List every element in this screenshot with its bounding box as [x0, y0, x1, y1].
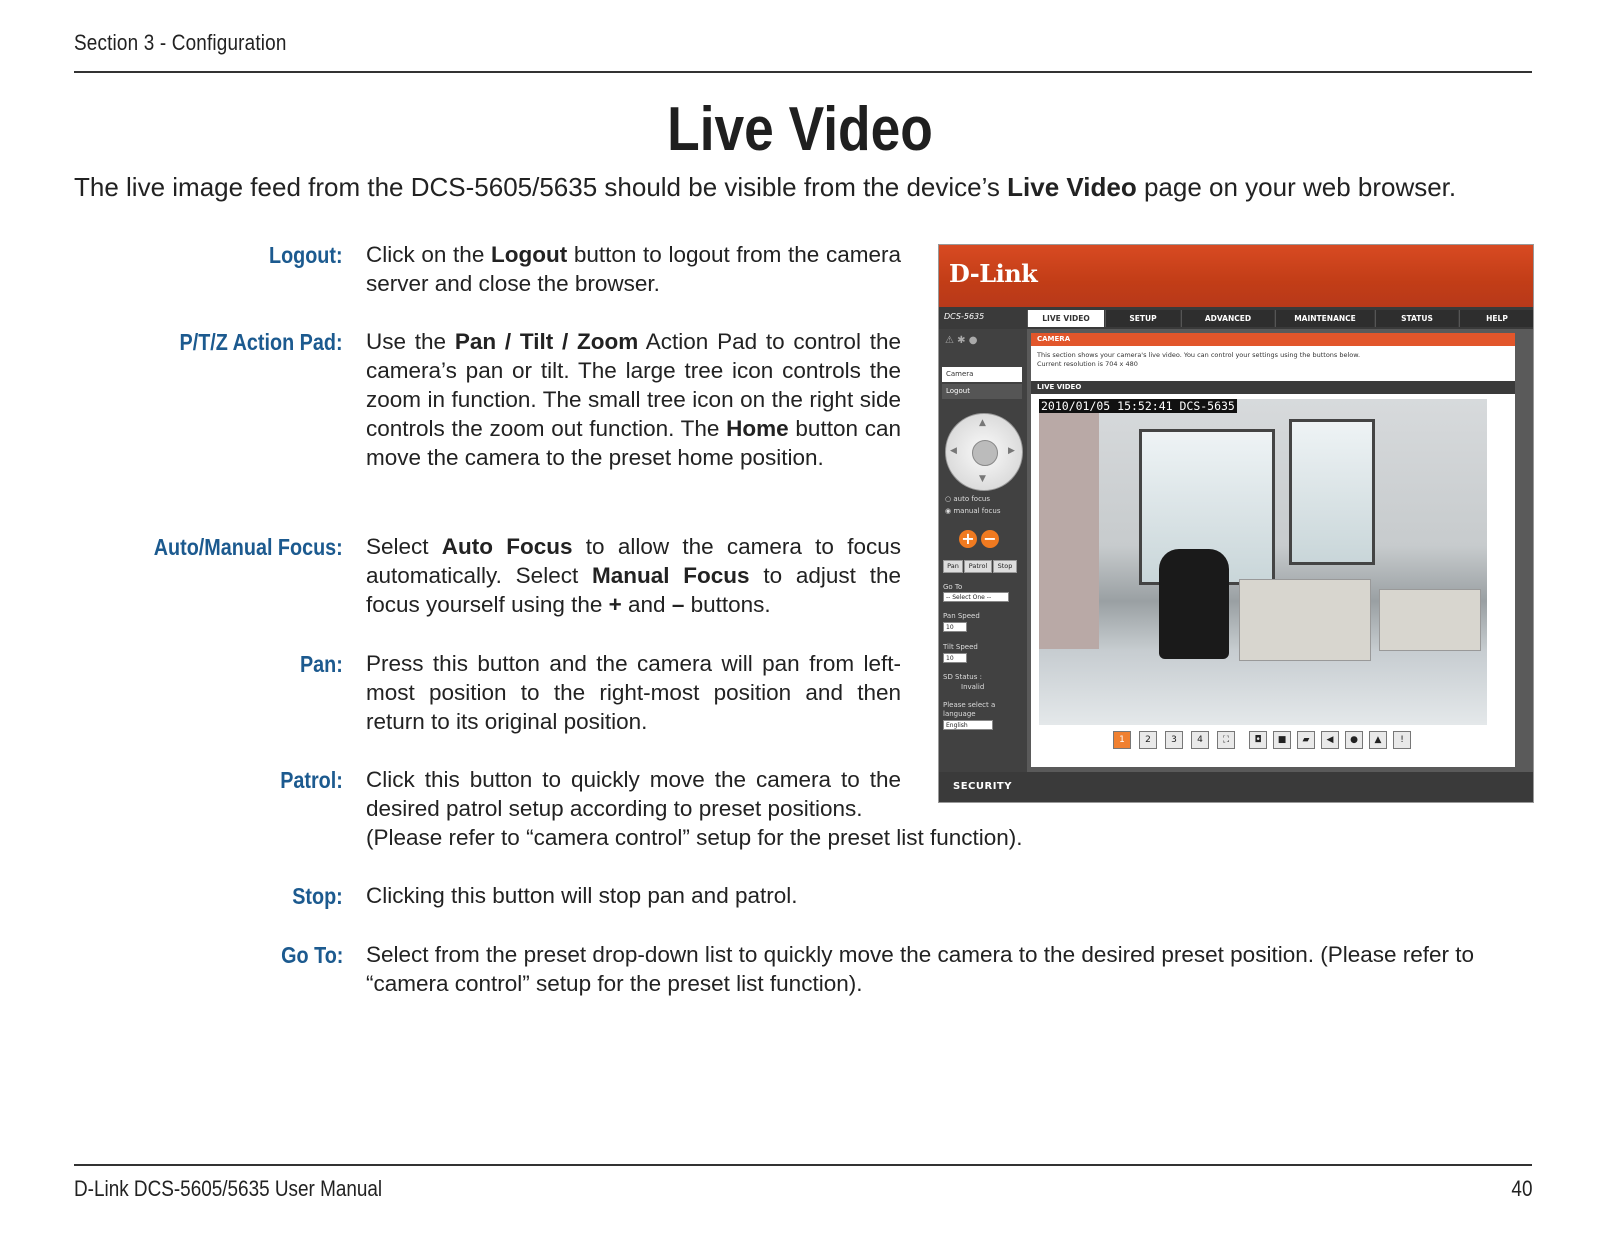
goto-text: Go To: [943, 583, 963, 591]
view-1-icon[interactable]: 1: [1113, 731, 1131, 749]
live-video-heading: LIVE VIDEO: [1031, 381, 1515, 394]
tab-maintenance[interactable]: MAINTENANCE: [1275, 310, 1374, 327]
footer-manual-title: D-Link DCS-5605/5635 User Manual: [74, 1176, 383, 1201]
patrol-button[interactable]: Patrol: [964, 560, 992, 573]
logout-description: Click on the Logout button to logout from the camera server and close the browser.: [366, 242, 901, 296]
alarm-icon[interactable]: ▲: [1369, 731, 1387, 749]
language-label-1: Please select a: [943, 701, 996, 709]
language-select[interactable]: English: [943, 720, 993, 730]
stop-button[interactable]: Stop: [993, 560, 1017, 573]
pan-speed-text: Pan Speed: [943, 612, 980, 620]
security-footer: SECURITY: [939, 772, 1533, 802]
partition-wall: [1039, 399, 1099, 649]
stop-label: Stop:: [292, 883, 343, 909]
pan-label: Pan:: [300, 651, 343, 677]
ptz-description: Use the Pan / Tilt / Zoom Action Pad to control the camera’s pan or tilt. The large tree icon controls the zoom in function. The small tree icon on the right side controls the zoom out function. The Home button can move the camera to the preset home position.: [366, 329, 901, 470]
home-button[interactable]: [972, 440, 998, 466]
auto-focus-radio[interactable]: ○ auto focus: [945, 495, 991, 503]
pan-description: Press this button and the camera will pan from left-most position to the right-most position and then return to its original position.: [366, 651, 901, 734]
tab-advanced[interactable]: ADVANCED: [1181, 310, 1274, 327]
arrow-up-icon[interactable]: ▲: [979, 418, 986, 428]
ptz-action-pad[interactable]: [945, 413, 1023, 491]
camera-heading: CAMERA: [1031, 333, 1515, 346]
office-chair: [1159, 549, 1229, 659]
microphone-icon[interactable]: ●: [1345, 731, 1363, 749]
view-3-icon[interactable]: 3: [1165, 731, 1183, 749]
patrol-label: Patrol:: [280, 767, 343, 793]
view-4-icon[interactable]: 4: [1191, 731, 1209, 749]
alarm-rec-icons: ⚠ ✱ ●: [945, 335, 978, 346]
focus-plus-button[interactable]: +: [959, 530, 977, 548]
goto-label: Go To:: [280, 942, 343, 968]
intro-paragraph: The live image feed from the DCS-5605/5635 should be visible from the device’s Live Video page on your web browser.: [74, 172, 1457, 202]
tab-help[interactable]: HELP: [1459, 310, 1534, 327]
output-icon[interactable]: !: [1393, 731, 1411, 749]
dlink-banner: [939, 245, 1533, 307]
goto-select[interactable]: -- Select One --: [943, 592, 1009, 602]
header-rule: [74, 71, 1532, 73]
main-panel: [1031, 333, 1515, 767]
goto-description: Select from the preset drop-down list to quickly move the camera to the desired preset position. (Please refer to “camera control” setup for the preset list function).: [366, 942, 1475, 996]
dlink-logo: D-Link: [949, 259, 1038, 288]
tab-setup[interactable]: SETUP: [1105, 310, 1180, 327]
office-window-2: [1289, 419, 1375, 565]
sd-status-label: SD Status :: [943, 673, 982, 681]
video-timestamp: 2010/01/05 15:52:41 DCS-5635: [1041, 399, 1235, 413]
pan-button[interactable]: Pan: [943, 560, 963, 573]
video-feed: [1039, 399, 1487, 725]
speaker-icon[interactable]: ◀: [1321, 731, 1339, 749]
ptz-label: P/T/Z Action Pad:: [179, 329, 343, 355]
sidebar-item-camera[interactable]: Camera: [942, 367, 1022, 382]
tab-live-video[interactable]: LIVE VIDEO: [1027, 310, 1104, 327]
view-2-icon[interactable]: 2: [1139, 731, 1157, 749]
logout-label: Logout:: [269, 242, 343, 268]
arrow-down-icon[interactable]: ▼: [979, 474, 986, 484]
model-label: DCS-5635: [944, 312, 985, 321]
patrol-description: Click this button to quickly move the camera to the desired patrol setup according to preset positions.: [366, 767, 901, 821]
filing-cabinet: [1239, 579, 1371, 661]
tab-status[interactable]: STATUS: [1375, 310, 1458, 327]
fullscreen-icon[interactable]: ⛶: [1217, 731, 1235, 749]
tilt-speed-text: Tilt Speed: [943, 643, 978, 651]
section-header: Section 3 - Configuration: [74, 30, 287, 55]
page-title: Live Video: [667, 95, 933, 164]
sidebar-item-logout[interactable]: Logout: [942, 384, 1022, 399]
manual-focus-radio[interactable]: ◉ manual focus: [945, 507, 1001, 515]
page-number: 40: [1510, 1176, 1532, 1201]
tilt-speed-select[interactable]: 10: [943, 653, 967, 663]
focus-minus-button[interactable]: −: [981, 530, 999, 548]
pan-speed-select[interactable]: 10: [943, 622, 967, 632]
focus-label: Auto/Manual Focus:: [153, 534, 343, 560]
record-icon[interactable]: ■: [1273, 731, 1291, 749]
arrow-right-icon[interactable]: ▶: [1008, 446, 1015, 456]
arrow-left-icon[interactable]: ◀: [950, 446, 957, 456]
snapshot-icon[interactable]: ◘: [1249, 731, 1267, 749]
live-video-screenshot: [938, 244, 1534, 803]
top-nav: [939, 307, 1533, 329]
language-label-2: language: [943, 710, 976, 718]
stop-description: Clicking this button will stop pan and patrol.: [366, 883, 798, 908]
folder-icon[interactable]: ▰: [1297, 731, 1315, 749]
sd-status-value: Invalid: [961, 683, 985, 691]
footer-rule: [74, 1164, 1532, 1166]
desk: [1379, 589, 1481, 651]
patrol-note: (Please refer to “camera control” setup for the preset list function).: [366, 825, 1023, 850]
focus-description: Select Auto Focus to allow the camera to focus automatically. Select Manual Focus to adjust the focus yourself using the + and – buttons.: [366, 534, 901, 617]
camera-info: This section shows your camera's live video. You can control your settings using the buttons below. Current resolution is 704 x 480: [1037, 351, 1361, 368]
